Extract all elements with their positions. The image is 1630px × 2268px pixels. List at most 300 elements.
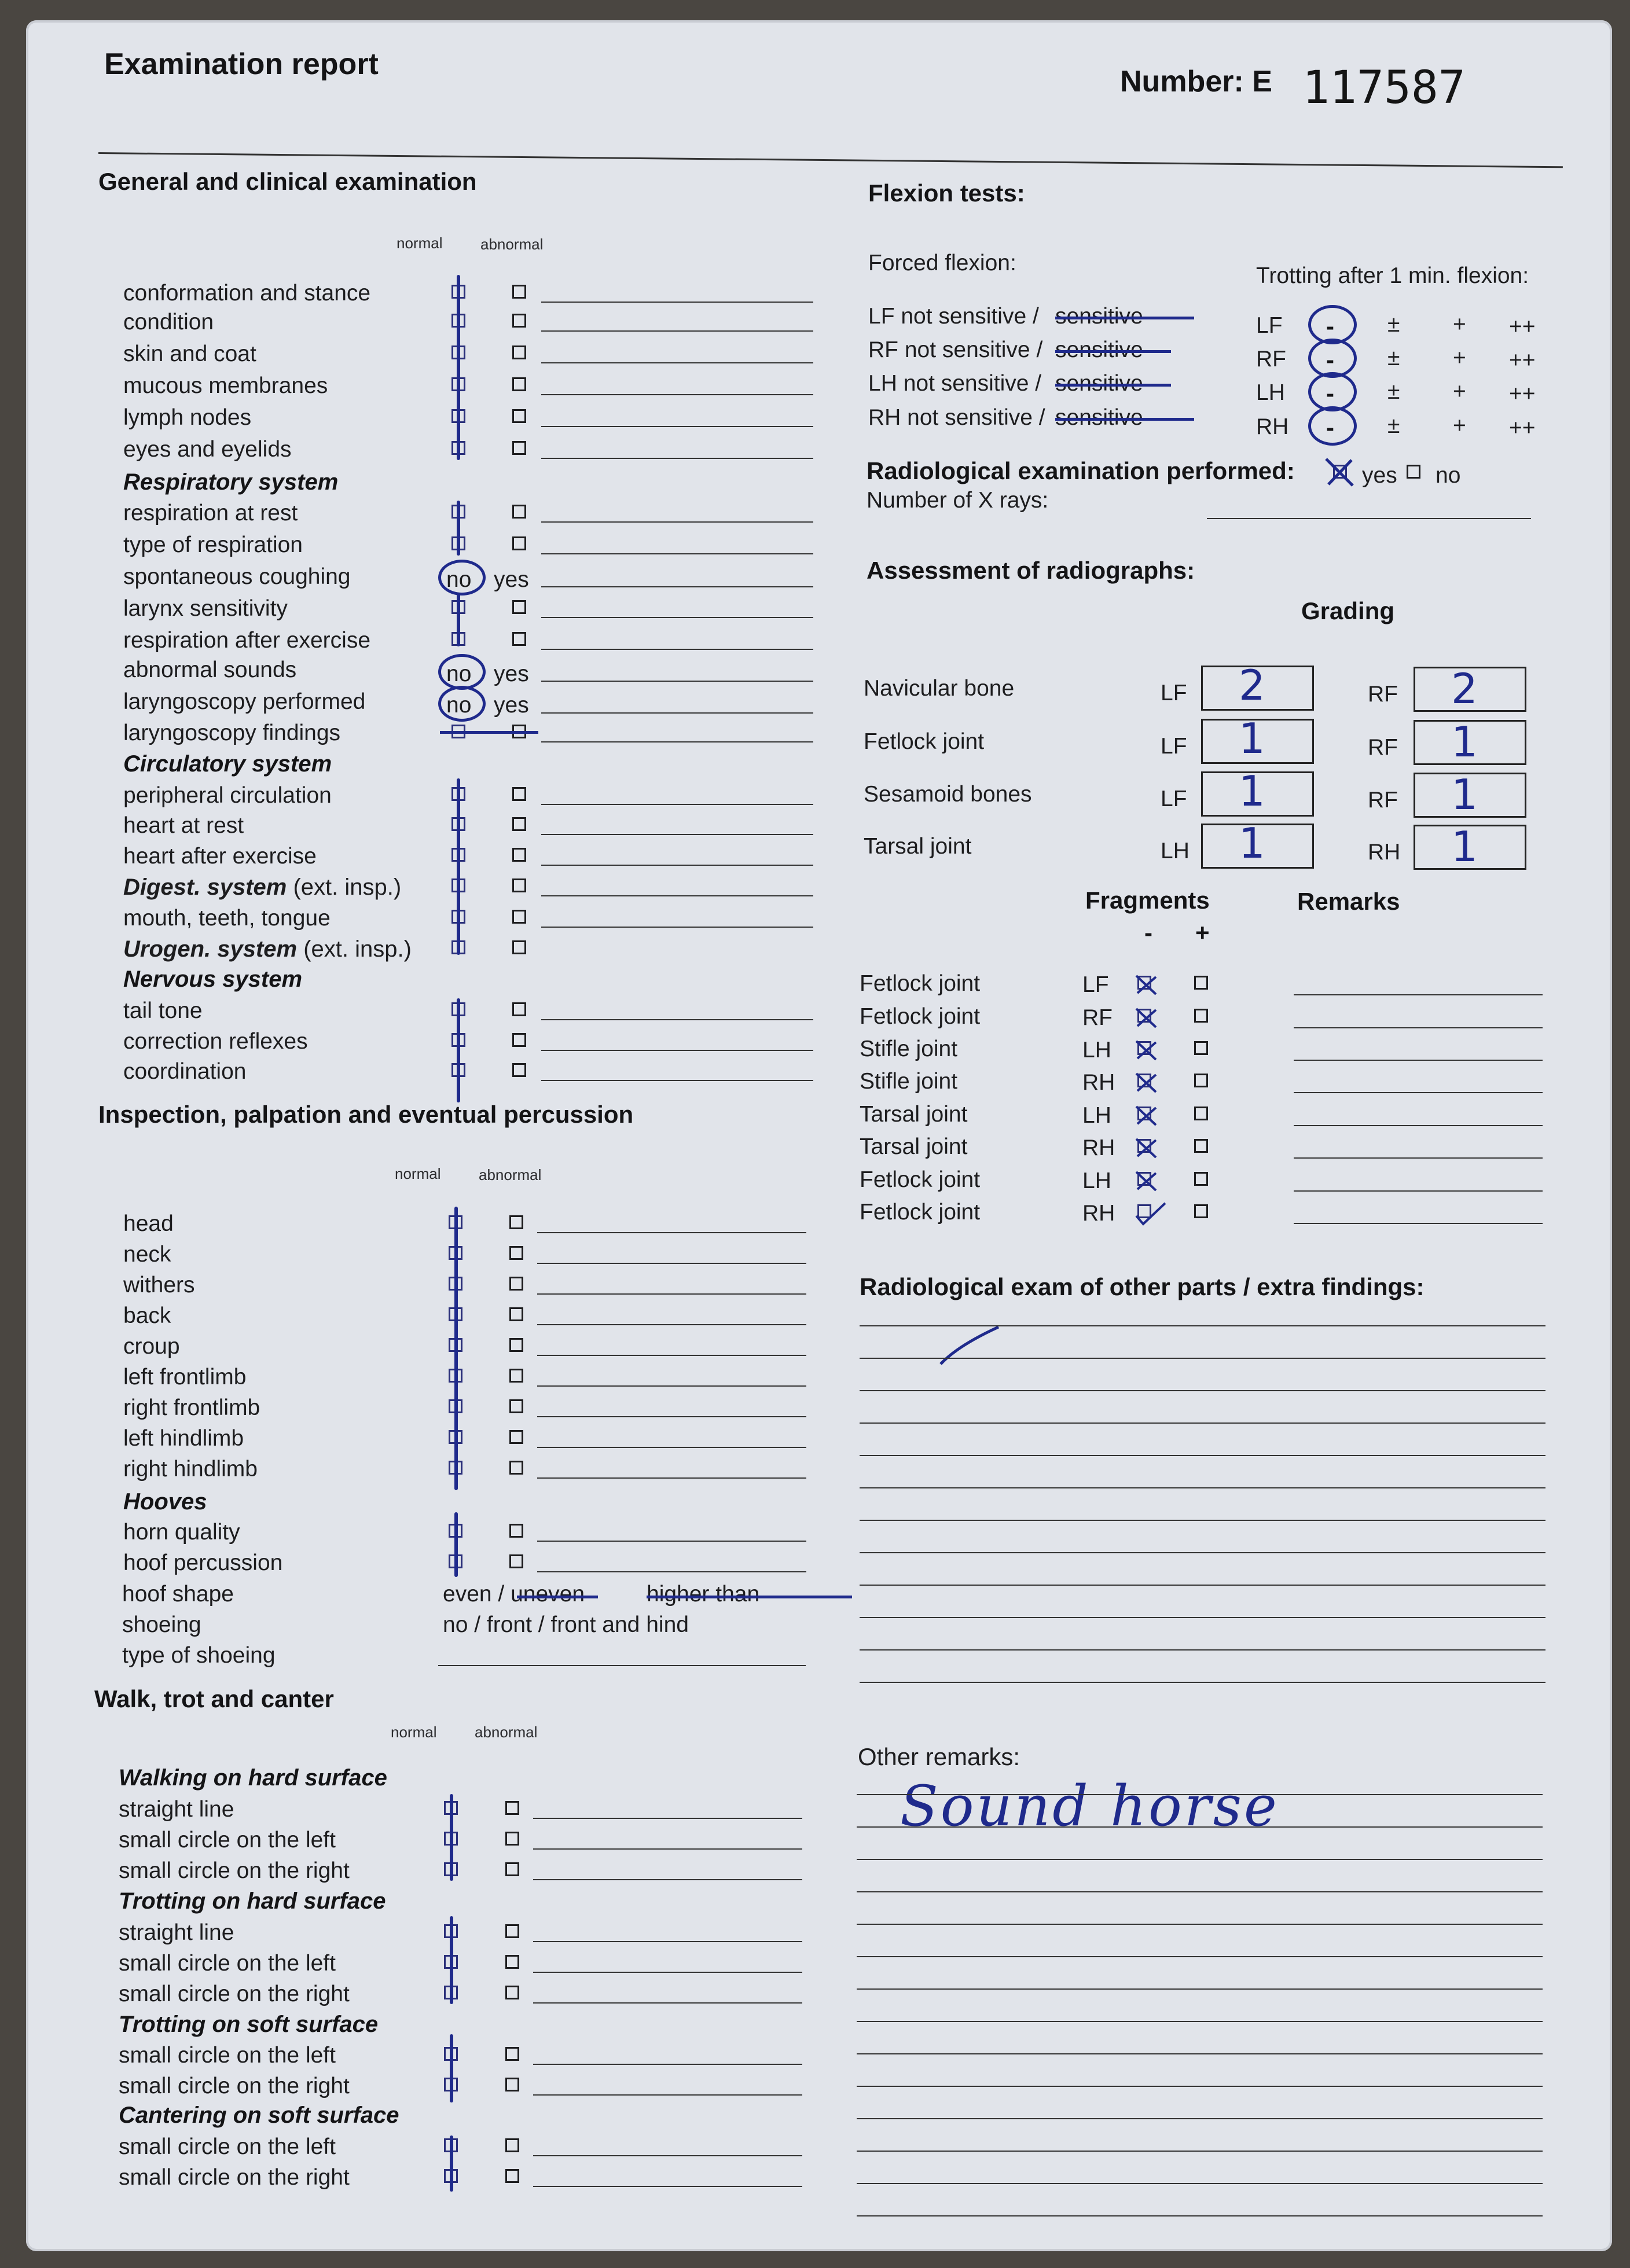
flexion-row-2-plusplus: ++ bbox=[1509, 348, 1536, 373]
inspection-row-5-abnormal-checkbox[interactable] bbox=[509, 1338, 523, 1352]
inspection-row-3-label: withers bbox=[123, 1273, 195, 1297]
other-remarks-line-10[interactable] bbox=[857, 2086, 1543, 2087]
trotting-soft-row-2-label: small circle on the right bbox=[119, 2074, 350, 2098]
inspection-normal-pen-stroke bbox=[454, 1207, 458, 1490]
inspection-normal-header: normal bbox=[395, 1165, 441, 1182]
general-normal-pen-stroke-3 bbox=[457, 593, 460, 646]
inspection-row-8-label: left hindlimb bbox=[123, 1426, 244, 1451]
other-parts-line-5[interactable] bbox=[860, 1455, 1545, 1456]
flexion-row-1-plusplus: ++ bbox=[1509, 314, 1536, 339]
laryngoscopy-findings-note-field[interactable] bbox=[541, 741, 813, 742]
circulatory-row-2-label: heart at rest bbox=[123, 813, 244, 838]
trotting-hard-row-2-label: small circle on the left bbox=[119, 1951, 336, 1976]
remarks-heading: Remarks bbox=[1297, 888, 1400, 915]
laryngoscopy-performed-label: laryngoscopy performed bbox=[123, 689, 366, 714]
nervous-system-heading: Nervous system bbox=[123, 966, 303, 992]
general-normal-header: normal bbox=[397, 234, 443, 252]
fragment-row-7-check-mark bbox=[1133, 1166, 1168, 1195]
walk-normal-header: normal bbox=[391, 1723, 437, 1741]
laryngoscopy-findings-label: laryngoscopy findings bbox=[123, 721, 341, 745]
fragment-row-8-plus-checkbox[interactable] bbox=[1194, 1204, 1208, 1218]
type-of-shoeing-field[interactable] bbox=[438, 1665, 806, 1666]
fragment-row-5-label: Tarsal joint bbox=[860, 1102, 968, 1127]
digest-system-bold: Digest. system bbox=[123, 874, 287, 900]
flexion-row-4-strike bbox=[1055, 418, 1194, 421]
hoof-shape-options: even / uneven bbox=[443, 1582, 585, 1607]
flexion-row-4-label: RH not sensitive / bbox=[868, 405, 1045, 430]
cantering-soft-pen-stroke bbox=[450, 2135, 453, 2192]
circulatory-row-3-abnormal-checkbox[interactable] bbox=[512, 848, 526, 862]
laryngoscopy-performed-yes: yes bbox=[494, 693, 529, 718]
fragment-row-7-label: Fetlock joint bbox=[860, 1167, 981, 1192]
nervous-row-1-abnormal-checkbox[interactable] bbox=[512, 1002, 526, 1016]
spontaneous-coughing-no: no bbox=[446, 567, 472, 592]
other-parts-line-10[interactable] bbox=[860, 1617, 1545, 1618]
general-row-2-note-field[interactable] bbox=[541, 330, 813, 332]
general-row-4-note-field[interactable] bbox=[541, 394, 813, 395]
respiratory-row-1-label: respiration at rest bbox=[123, 501, 298, 525]
radiological-performed-label: Radiological examination performed: bbox=[867, 457, 1295, 484]
hoof-shape-higher-than-strike bbox=[647, 1596, 852, 1598]
flexion-row-3-plusplus: ++ bbox=[1509, 381, 1536, 406]
fragments-minus-header: - bbox=[1144, 919, 1152, 946]
inspection-row-6-abnormal-checkbox[interactable] bbox=[509, 1369, 523, 1383]
flexion-row-4-struck-text: sensitive bbox=[1055, 405, 1143, 430]
other-remarks-line-6[interactable] bbox=[857, 1956, 1543, 1957]
fragment-row-6-remarks-field[interactable] bbox=[1294, 1157, 1543, 1159]
other-parts-line-3[interactable] bbox=[860, 1390, 1545, 1391]
grading-row-3-left-value: 1 bbox=[1239, 767, 1265, 815]
respiratory-row-2-abnormal-checkbox[interactable] bbox=[512, 536, 526, 550]
other-remarks-line-1[interactable] bbox=[857, 1794, 1543, 1795]
digest-system-note-field[interactable] bbox=[541, 895, 813, 896]
circulatory-row-2-note-field[interactable] bbox=[541, 834, 813, 835]
handwritten-remark: Sound horse bbox=[900, 1774, 1279, 1839]
respiratory-row-1-note-field[interactable] bbox=[541, 521, 813, 523]
general-normal-pen-stroke-4 bbox=[457, 778, 460, 955]
nervous-row-1-label: tail tone bbox=[123, 998, 203, 1023]
abnormal-sounds-label: abnormal sounds bbox=[123, 657, 297, 682]
trotting-soft-row-1-note-field[interactable] bbox=[533, 2064, 802, 2065]
fragment-row-7-plus-checkbox[interactable] bbox=[1194, 1172, 1208, 1186]
trotting-soft-row-1-abnormal-checkbox[interactable] bbox=[505, 2047, 519, 2061]
trotting-after-label: Trotting after 1 min. flexion: bbox=[1256, 263, 1529, 288]
fragment-row-5-check-mark bbox=[1133, 1101, 1168, 1130]
grading-row-1-right-value: 2 bbox=[1451, 664, 1478, 713]
radiological-no-checkbox[interactable] bbox=[1407, 465, 1420, 479]
grading-row-3-left-leg: LF bbox=[1161, 786, 1187, 811]
respiratory-row-2-note-field[interactable] bbox=[541, 553, 813, 554]
flexion-row-3-plus: + bbox=[1453, 379, 1466, 404]
abnormal-sounds-note-field[interactable] bbox=[541, 681, 813, 682]
other-parts-line-8[interactable] bbox=[860, 1552, 1545, 1553]
walking-hard-row-2-label: small circle on the left bbox=[119, 1828, 336, 1852]
general-row-5-note-field[interactable] bbox=[541, 426, 813, 427]
hoof-row-2-note-field[interactable] bbox=[537, 1571, 806, 1572]
flexion-row-2-plusminus: ± bbox=[1387, 345, 1400, 370]
cantering-soft-heading: Cantering on soft surface bbox=[119, 2102, 399, 2128]
mouth-teeth-tongue-note-field[interactable] bbox=[541, 927, 813, 928]
grading-row-1-label: Navicular bone bbox=[864, 676, 1015, 701]
laryngoscopy-performed-no-circle bbox=[438, 686, 486, 722]
fragments-plus-header: + bbox=[1195, 919, 1210, 946]
inspection-row-8-abnormal-checkbox[interactable] bbox=[509, 1430, 523, 1444]
flexion-row-4-plusminus: ± bbox=[1387, 413, 1400, 438]
grading-row-1-left-leg: LF bbox=[1161, 681, 1187, 705]
cantering-soft-row-1-abnormal-checkbox[interactable] bbox=[505, 2138, 519, 2152]
inspection-row-9-abnormal-checkbox[interactable] bbox=[509, 1461, 523, 1475]
trotting-soft-pen-stroke bbox=[450, 2034, 453, 2102]
flexion-row-4-minus-circle bbox=[1308, 406, 1357, 446]
other-parts-slash-mark bbox=[935, 1322, 1004, 1369]
other-parts-line-4[interactable] bbox=[860, 1422, 1545, 1424]
radiological-no-label: no bbox=[1436, 463, 1461, 488]
grading-row-3-right-value: 1 bbox=[1451, 770, 1478, 819]
other-remarks-label: Other remarks: bbox=[858, 1743, 1020, 1770]
assessment-heading: Assessment of radiographs: bbox=[867, 557, 1195, 584]
fragment-row-3-remarks-field[interactable] bbox=[1294, 1060, 1543, 1061]
trotting-soft-row-2-note-field[interactable] bbox=[533, 2094, 802, 2096]
flexion-row-4-leg: RH bbox=[1256, 414, 1289, 439]
fragment-row-8-label: Fetlock joint bbox=[860, 1200, 981, 1225]
inspection-row-6-note-field[interactable] bbox=[537, 1385, 806, 1387]
cantering-soft-row-2-note-field[interactable] bbox=[533, 2186, 802, 2187]
fragment-row-2-label: Fetlock joint bbox=[860, 1004, 981, 1029]
walking-hard-row-3-note-field[interactable] bbox=[533, 1879, 802, 1880]
other-remarks-line-8[interactable] bbox=[857, 2021, 1543, 2022]
general-row-6-note-field[interactable] bbox=[541, 458, 813, 459]
fragment-row-6-leg: RH bbox=[1082, 1135, 1115, 1160]
inspection-row-8-note-field[interactable] bbox=[537, 1447, 806, 1448]
general-row-6-abnormal-checkbox[interactable] bbox=[512, 441, 526, 455]
walking-hard-row-3-abnormal-checkbox[interactable] bbox=[505, 1862, 519, 1876]
circulatory-row-1-abnormal-checkbox[interactable] bbox=[512, 787, 526, 801]
hoof-row-1-label: horn quality bbox=[123, 1520, 240, 1545]
fragment-row-3-plus-checkbox[interactable] bbox=[1194, 1041, 1208, 1055]
report-title: Examination report bbox=[104, 47, 379, 81]
fragment-row-1-plus-checkbox[interactable] bbox=[1194, 976, 1208, 990]
walk-heading: Walk, trot and canter bbox=[94, 1685, 334, 1712]
general-row-1-note-field[interactable] bbox=[541, 302, 813, 303]
other-remarks-line-7[interactable] bbox=[857, 1988, 1543, 1990]
inspection-row-9-note-field[interactable] bbox=[537, 1477, 806, 1479]
exam-report-sheet bbox=[26, 20, 1612, 2251]
laryngoscopy-performed-no: no bbox=[446, 693, 472, 718]
inspection-row-4-label: back bbox=[123, 1303, 171, 1328]
general-heading: General and clinical examination bbox=[98, 168, 477, 195]
larynx-sensitivity-label: larynx sensitivity bbox=[123, 596, 288, 621]
other-remarks-line-3[interactable] bbox=[857, 1859, 1543, 1860]
flexion-row-2-leg: RF bbox=[1256, 347, 1286, 372]
trotting-hard-pen-stroke bbox=[450, 1916, 453, 2004]
nervous-row-3-note-field[interactable] bbox=[541, 1080, 813, 1081]
other-parts-line-12[interactable] bbox=[860, 1682, 1545, 1683]
trotting-soft-row-2-abnormal-checkbox[interactable] bbox=[505, 2078, 519, 2091]
fragment-row-1-leg: LF bbox=[1082, 972, 1109, 997]
larynx-sensitivity-abnormal-checkbox[interactable] bbox=[512, 600, 526, 614]
abnormal-sounds-no: no bbox=[446, 661, 472, 686]
fragment-row-1-remarks-field[interactable] bbox=[1294, 994, 1543, 995]
flexion-row-4-plusplus: ++ bbox=[1509, 416, 1536, 440]
fragment-row-8-remarks-field[interactable] bbox=[1294, 1223, 1543, 1224]
inspection-row-2-note-field[interactable] bbox=[537, 1263, 806, 1264]
fragment-row-8-leg: RH bbox=[1082, 1201, 1115, 1226]
general-abnormal-header: abnormal bbox=[480, 236, 544, 253]
nervous-row-2-label: correction reflexes bbox=[123, 1029, 308, 1054]
circulatory-row-2-abnormal-checkbox[interactable] bbox=[512, 817, 526, 831]
grading-row-4-left-leg: LH bbox=[1161, 839, 1190, 863]
fragment-row-1-label: Fetlock joint bbox=[860, 971, 981, 996]
other-remarks-line-11[interactable] bbox=[857, 2118, 1543, 2119]
report-number: 117587 bbox=[1302, 62, 1466, 114]
cantering-soft-row-1-label: small circle on the left bbox=[119, 2134, 336, 2159]
fragment-row-6-check-mark bbox=[1133, 1133, 1168, 1162]
general-row-2-label: condition bbox=[123, 310, 214, 334]
other-parts-line-9[interactable] bbox=[860, 1585, 1545, 1586]
hoof-row-1-note-field[interactable] bbox=[537, 1541, 806, 1542]
trotting-hard-row-2-abnormal-checkbox[interactable] bbox=[505, 1955, 519, 1969]
fragment-row-7-remarks-field[interactable] bbox=[1294, 1190, 1543, 1192]
nervous-row-3-label: coordination bbox=[123, 1059, 247, 1084]
urogen-system-abnormal-checkbox[interactable] bbox=[512, 940, 526, 954]
laryngoscopy-performed-note-field[interactable] bbox=[541, 712, 813, 714]
grading-row-1-left-value: 2 bbox=[1239, 661, 1265, 710]
flexion-row-4-plus: + bbox=[1453, 413, 1466, 438]
flexion-row-2-plus: + bbox=[1453, 345, 1466, 370]
inspection-row-7-label: right frontlimb bbox=[123, 1395, 260, 1420]
grading-row-2-left-value: 1 bbox=[1239, 714, 1265, 763]
general-row-5-label: lymph nodes bbox=[123, 405, 252, 430]
trotting-hard-row-3-note-field[interactable] bbox=[533, 2002, 802, 2004]
header-divider bbox=[98, 152, 1563, 168]
trotting-hard-row-3-label: small circle on the right bbox=[119, 1982, 350, 2006]
flexion-row-1-plus: + bbox=[1453, 312, 1466, 337]
other-remarks-line-5[interactable] bbox=[857, 1924, 1543, 1925]
general-row-5-abnormal-checkbox[interactable] bbox=[512, 409, 526, 423]
flexion-row-3-minus: - bbox=[1326, 380, 1334, 407]
fragment-row-8-check-mark bbox=[1133, 1199, 1168, 1227]
general-row-4-abnormal-checkbox[interactable] bbox=[512, 377, 526, 391]
other-parts-heading: Radiological exam of other parts / extra findings: bbox=[860, 1273, 1425, 1300]
fragment-row-1-check-mark bbox=[1133, 970, 1168, 999]
trotting-hard-row-3-abnormal-checkbox[interactable] bbox=[505, 1986, 519, 1999]
hooves-heading: Hooves bbox=[123, 1489, 207, 1515]
general-row-1-label: conformation and stance bbox=[123, 281, 371, 306]
general-row-3-note-field[interactable] bbox=[541, 362, 813, 363]
inspection-row-5-label: croup bbox=[123, 1334, 180, 1359]
digest-system-abnormal-checkbox[interactable] bbox=[512, 878, 526, 892]
flexion-row-2-strike bbox=[1055, 350, 1171, 353]
flexion-row-3-struck-text: sensitive bbox=[1055, 371, 1143, 396]
hoof-shape-label: hoof shape bbox=[122, 1582, 234, 1607]
other-parts-line-2[interactable] bbox=[860, 1358, 1545, 1359]
radiological-yes-check-mark bbox=[1323, 455, 1357, 489]
fragment-row-5-remarks-field[interactable] bbox=[1294, 1125, 1543, 1126]
mouth-teeth-tongue-label: mouth, teeth, tongue bbox=[123, 906, 331, 931]
inspection-row-7-note-field[interactable] bbox=[537, 1416, 806, 1417]
flexion-row-3-leg: LH bbox=[1256, 380, 1285, 405]
spontaneous-coughing-yes: yes bbox=[494, 567, 529, 592]
respiratory-system-heading: Respiratory system bbox=[123, 469, 339, 495]
fragment-row-7-leg: LH bbox=[1082, 1168, 1111, 1193]
other-remarks-line-4[interactable] bbox=[857, 1891, 1543, 1892]
respiration-after-exercise-label: respiration after exercise bbox=[123, 628, 371, 653]
inspection-row-1-abnormal-checkbox[interactable] bbox=[509, 1215, 523, 1229]
inspection-row-1-label: head bbox=[123, 1211, 174, 1236]
trotting-hard-heading: Trotting on hard surface bbox=[119, 1888, 386, 1914]
type-of-shoeing-label: type of shoeing bbox=[122, 1643, 276, 1668]
general-row-2-abnormal-checkbox[interactable] bbox=[512, 314, 526, 328]
grading-row-4-right-leg: RH bbox=[1368, 840, 1401, 865]
spontaneous-coughing-note-field[interactable] bbox=[541, 586, 813, 587]
other-remarks-line-14[interactable] bbox=[857, 2215, 1543, 2216]
trotting-soft-row-1-label: small circle on the left bbox=[119, 2043, 336, 2068]
walking-hard-heading: Walking on hard surface bbox=[119, 1765, 387, 1791]
respiration-after-exercise-note-field[interactable] bbox=[541, 649, 813, 650]
cantering-soft-row-2-abnormal-checkbox[interactable] bbox=[505, 2169, 519, 2183]
inspection-row-7-abnormal-checkbox[interactable] bbox=[509, 1399, 523, 1413]
fragment-row-6-label: Tarsal joint bbox=[860, 1134, 968, 1159]
flexion-row-2-minus: - bbox=[1326, 346, 1334, 373]
shoeing-options: no / front / front and hind bbox=[443, 1612, 689, 1637]
fragment-row-4-remarks-field[interactable] bbox=[1294, 1092, 1543, 1093]
fragment-row-4-leg: RH bbox=[1082, 1070, 1115, 1095]
flexion-row-1-minus: - bbox=[1326, 313, 1334, 340]
digest-system-label bbox=[123, 876, 401, 899]
circulatory-row-1-note-field[interactable] bbox=[541, 804, 813, 805]
respiratory-row-1-abnormal-checkbox[interactable] bbox=[512, 505, 526, 519]
flexion-row-1-label: LF not sensitive / bbox=[868, 304, 1039, 329]
other-remarks-line-2[interactable] bbox=[857, 1826, 1543, 1828]
fragment-row-5-plus-checkbox[interactable] bbox=[1194, 1107, 1208, 1120]
other-parts-line-7[interactable] bbox=[860, 1520, 1545, 1521]
flexion-row-1-plusminus: ± bbox=[1387, 312, 1400, 337]
respiratory-row-2-label: type of respiration bbox=[123, 532, 303, 557]
trotting-hard-row-2-note-field[interactable] bbox=[533, 1972, 802, 1973]
inspection-row-1-note-field[interactable] bbox=[537, 1232, 806, 1233]
trotting-soft-heading: Trotting on soft surface bbox=[119, 2012, 379, 2037]
inspection-row-2-abnormal-checkbox[interactable] bbox=[509, 1246, 523, 1260]
respiration-after-exercise-abnormal-checkbox[interactable] bbox=[512, 632, 526, 646]
hoof-shape-higher-than: higher than bbox=[647, 1582, 760, 1607]
grading-row-3-right-leg: RF bbox=[1368, 788, 1398, 813]
general-normal-pen-stroke-1 bbox=[457, 275, 460, 460]
general-row-1-abnormal-checkbox[interactable] bbox=[512, 285, 526, 299]
circulatory-row-3-label: heart after exercise bbox=[123, 844, 317, 869]
nervous-row-2-note-field[interactable] bbox=[541, 1050, 813, 1051]
mouth-teeth-tongue-abnormal-checkbox[interactable] bbox=[512, 910, 526, 924]
fragment-row-2-leg: RF bbox=[1082, 1005, 1113, 1030]
walking-hard-row-1-note-field[interactable] bbox=[533, 1818, 802, 1819]
flexion-row-3-label: LH not sensitive / bbox=[868, 371, 1042, 396]
nervous-row-1-note-field[interactable] bbox=[541, 1019, 813, 1020]
walking-hard-pen-stroke bbox=[450, 1794, 453, 1881]
other-parts-line-6[interactable] bbox=[860, 1487, 1545, 1488]
fragment-row-2-plus-checkbox[interactable] bbox=[1194, 1009, 1208, 1023]
urogen-system-bold: Urogen. system bbox=[123, 936, 298, 962]
flexion-row-3-plusminus: ± bbox=[1387, 379, 1400, 404]
cantering-soft-row-1-note-field[interactable] bbox=[533, 2155, 802, 2156]
flexion-row-1-leg: LF bbox=[1256, 313, 1283, 338]
spontaneous-coughing-no-circle bbox=[438, 560, 486, 596]
fragments-heading: Fragments bbox=[1085, 887, 1210, 914]
digest-system-suffix: (ext. insp.) bbox=[287, 874, 402, 900]
other-parts-line-11[interactable] bbox=[860, 1649, 1545, 1651]
walk-abnormal-header: abnormal bbox=[475, 1723, 538, 1741]
hoof-row-2-abnormal-checkbox[interactable] bbox=[509, 1554, 523, 1568]
nervous-row-2-abnormal-checkbox[interactable] bbox=[512, 1033, 526, 1047]
fragment-row-3-check-mark bbox=[1133, 1035, 1168, 1064]
walking-hard-row-2-note-field[interactable] bbox=[533, 1848, 802, 1850]
inspection-row-4-abnormal-checkbox[interactable] bbox=[509, 1307, 523, 1321]
general-normal-pen-stroke-2 bbox=[457, 501, 460, 556]
hoof-row-2-label: hoof percussion bbox=[123, 1550, 283, 1575]
abnormal-sounds-no-circle bbox=[438, 654, 486, 690]
abnormal-sounds-yes: yes bbox=[494, 661, 529, 686]
num-xrays-field[interactable] bbox=[1207, 518, 1531, 519]
grading-row-2-right-value: 1 bbox=[1451, 718, 1478, 766]
other-remarks-line-12[interactable] bbox=[857, 2151, 1543, 2152]
grading-row-2-right-leg: RF bbox=[1368, 735, 1398, 760]
flexion-row-1-struck-text: sensitive bbox=[1055, 304, 1143, 329]
walking-hard-row-3-label: small circle on the right bbox=[119, 1858, 350, 1883]
fragment-row-2-remarks-field[interactable] bbox=[1294, 1027, 1543, 1028]
circulatory-row-3-note-field[interactable] bbox=[541, 865, 813, 866]
inspection-abnormal-header: abnormal bbox=[479, 1166, 542, 1183]
general-row-4-label: mucous membranes bbox=[123, 373, 328, 398]
general-normal-pen-stroke-5 bbox=[457, 998, 460, 1102]
fragment-row-2-check-mark bbox=[1133, 1003, 1168, 1032]
larynx-sensitivity-note-field[interactable] bbox=[541, 617, 813, 618]
inspection-row-4-note-field[interactable] bbox=[537, 1324, 806, 1325]
grading-row-4-right-value: 1 bbox=[1451, 822, 1478, 871]
inspection-row-2-label: neck bbox=[123, 1242, 171, 1267]
hoof-shape-uneven-strike bbox=[517, 1596, 598, 1598]
fragment-row-3-leg: LH bbox=[1082, 1038, 1111, 1063]
inspection-row-5-note-field[interactable] bbox=[537, 1355, 806, 1356]
inspection-row-6-label: left frontlimb bbox=[123, 1365, 247, 1390]
flexion-row-4-minus: - bbox=[1326, 414, 1334, 441]
other-parts-line-1[interactable] bbox=[860, 1325, 1545, 1326]
grading-heading: Grading bbox=[1301, 597, 1395, 624]
radiological-yes-label: yes bbox=[1362, 463, 1397, 488]
laryngoscopy-findings-strike bbox=[440, 731, 538, 734]
hoof-row-1-abnormal-checkbox[interactable] bbox=[509, 1524, 523, 1538]
flexion-row-3-minus-circle bbox=[1308, 372, 1357, 411]
grading-row-4-left-value: 1 bbox=[1239, 819, 1265, 867]
flexion-row-1-strike bbox=[1055, 317, 1194, 319]
grading-row-4-label: Tarsal joint bbox=[864, 834, 972, 859]
nervous-row-3-abnormal-checkbox[interactable] bbox=[512, 1063, 526, 1077]
forced-flexion-label: Forced flexion: bbox=[868, 251, 1016, 275]
fragment-row-4-check-mark bbox=[1133, 1068, 1168, 1097]
fragment-row-6-plus-checkbox[interactable] bbox=[1194, 1139, 1208, 1153]
trotting-hard-row-1-abnormal-checkbox[interactable] bbox=[505, 1924, 519, 1938]
general-row-3-abnormal-checkbox[interactable] bbox=[512, 345, 526, 359]
fragment-row-3-label: Stifle joint bbox=[860, 1036, 958, 1061]
fragment-row-4-plus-checkbox[interactable] bbox=[1194, 1074, 1208, 1087]
walking-hard-row-2-abnormal-checkbox[interactable] bbox=[505, 1832, 519, 1846]
fragment-row-5-leg: LH bbox=[1082, 1103, 1111, 1128]
fragment-row-4-label: Stifle joint bbox=[860, 1069, 958, 1094]
shoeing-label: shoeing bbox=[122, 1612, 201, 1637]
other-remarks-line-13[interactable] bbox=[857, 2183, 1543, 2184]
other-remarks-line-9[interactable] bbox=[857, 2053, 1543, 2054]
inspection-row-3-abnormal-checkbox[interactable] bbox=[509, 1277, 523, 1291]
trotting-hard-row-1-note-field[interactable] bbox=[533, 1941, 802, 1942]
inspection-row-3-note-field[interactable] bbox=[537, 1293, 806, 1295]
walking-hard-row-1-abnormal-checkbox[interactable] bbox=[505, 1801, 519, 1815]
